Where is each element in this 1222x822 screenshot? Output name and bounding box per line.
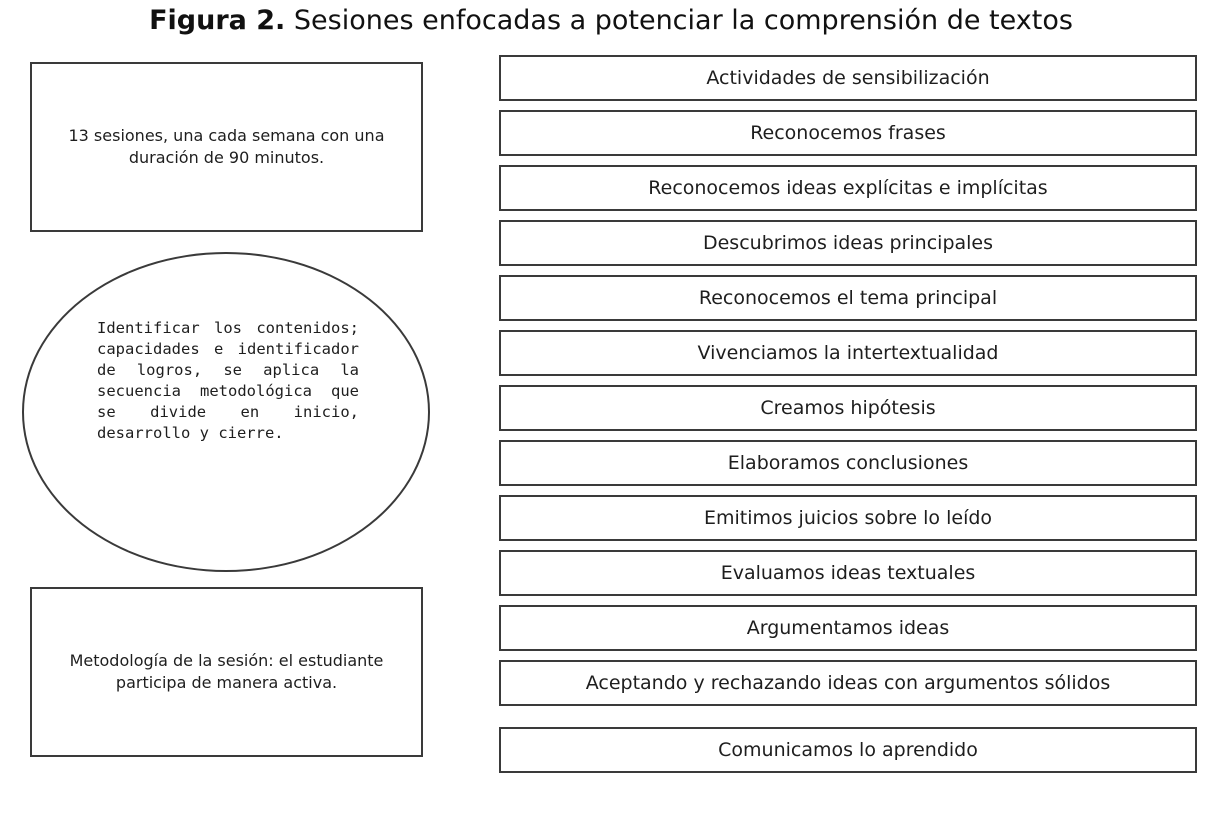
session-step: Elaboramos conclusiones — [499, 440, 1197, 486]
session-step: Actividades de sensibilización — [499, 55, 1197, 101]
session-step: Argumentamos ideas — [499, 605, 1197, 651]
content-ellipse-text: Identificar los contenidos; capacidades e identificador de logros, se aplica la secuencia metodológica que se divide en inicio, desarrollo y cierre. — [97, 319, 359, 442]
session-step: Reconocemos frases — [499, 110, 1197, 156]
sessions-info-text: 13 sesiones, una cada semana con una duración de 90 minutos. — [68, 126, 385, 167]
session-step: Aceptando y rechazando ideas con argumentos sólidos — [499, 660, 1197, 706]
methodology-text: Metodología de la sesión: el estudiante participa de manera activa. — [69, 651, 384, 692]
session-step: Comunicamos lo aprendido — [499, 727, 1197, 773]
session-step: Reconocemos ideas explícitas e implícitas — [499, 165, 1197, 211]
session-step: Vivenciamos la intertextualidad — [499, 330, 1197, 376]
figure-caption: Sesiones enfocadas a potenciar la comprensión de textos — [293, 5, 1073, 36]
session-step: Creamos hipótesis — [499, 385, 1197, 431]
sessions-info-box — [30, 62, 423, 232]
figure-title — [0, 4, 1222, 38]
session-step: Emitimos juicios sobre lo leído — [499, 495, 1197, 541]
session-step: Evaluamos ideas textuales — [499, 550, 1197, 596]
session-step: Descubrimos ideas principales — [499, 220, 1197, 266]
session-step: Reconocemos el tema principal — [499, 275, 1197, 321]
methodology-box — [30, 587, 423, 757]
figure-label: Figura 2. — [149, 5, 286, 36]
